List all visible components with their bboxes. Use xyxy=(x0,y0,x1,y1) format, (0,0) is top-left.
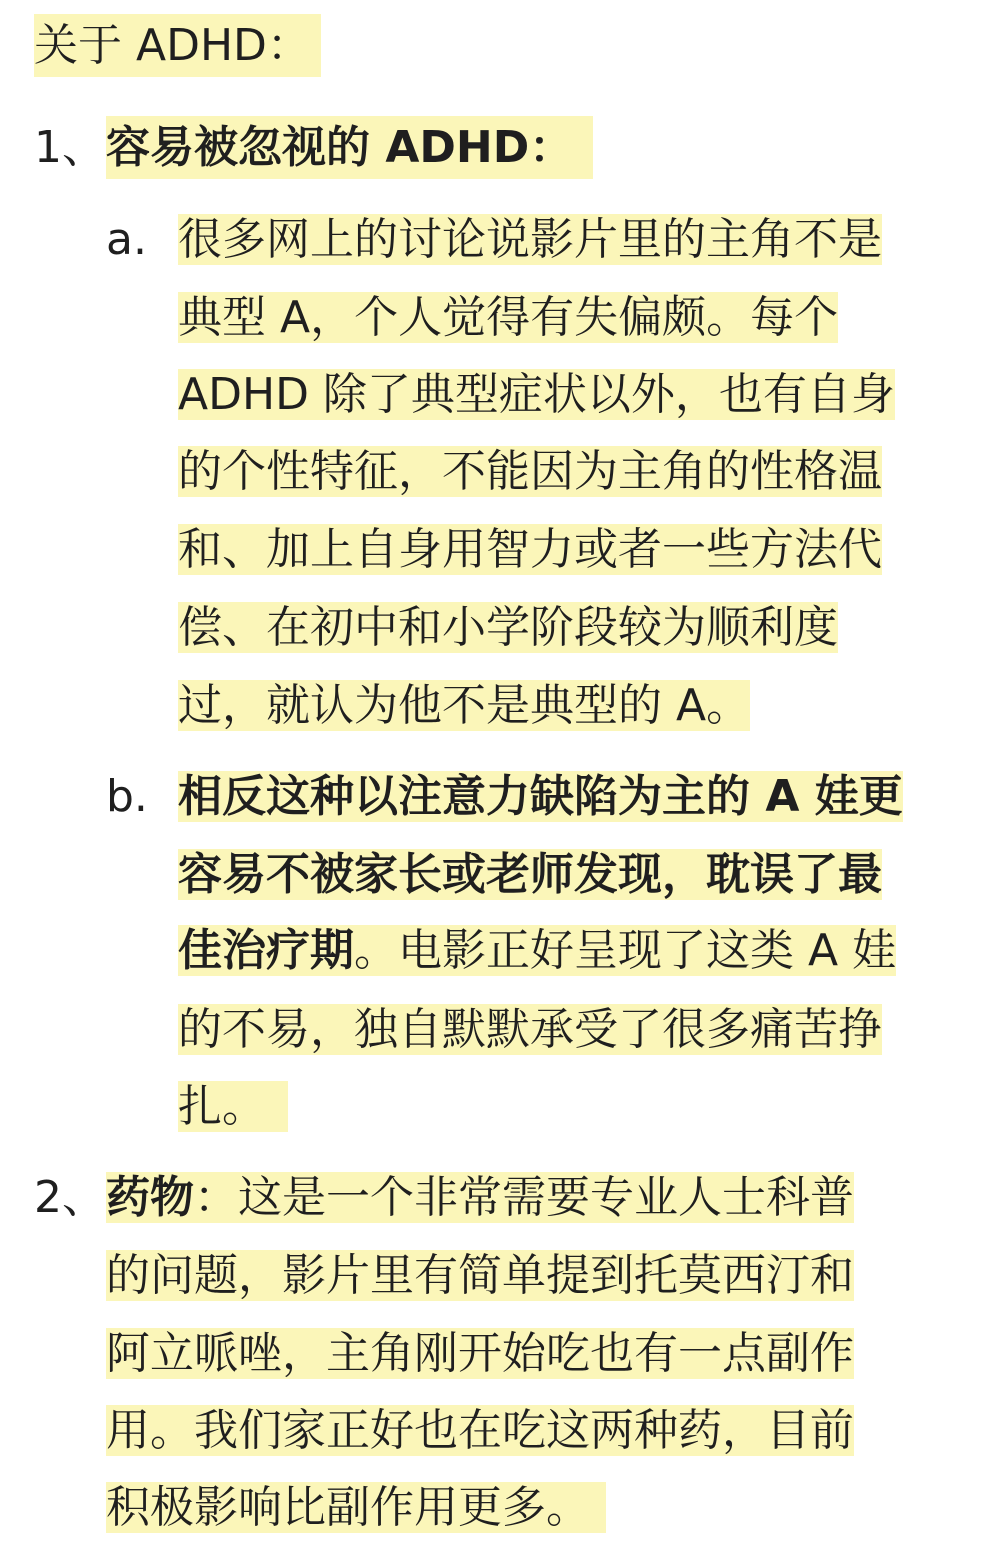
item-a-line: 典型 A，个人觉得有失偏颇。每个 xyxy=(178,292,839,343)
section-2-marker: 2、 xyxy=(34,1172,106,1223)
section-2-line: 的问题，影片里有简单提到托莫西汀和 xyxy=(106,1250,854,1301)
item-a-line: 很多网上的讨论说影片里的主角不是 xyxy=(178,214,882,265)
item-b-line: 相反这种以注意力缺陷为主的 A 娃更 xyxy=(178,771,903,822)
page-title: 关于 ADHD： xyxy=(34,16,321,76)
item-b-marker: b. xyxy=(106,771,148,822)
item-b-line: 佳治疗期。电影正好呈现了这类 A 娃 xyxy=(178,925,897,976)
section-2-line: 用。我们家正好也在吃这两种药，目前 xyxy=(106,1405,854,1456)
item-a-line: 偿、在初中和小学阶段较为顺利度 xyxy=(178,602,838,653)
section-1-heading: 容易被忽视的 ADHD： xyxy=(106,118,593,178)
section-2-line: 药物：这是一个非常需要专业人士科普 xyxy=(106,1172,854,1223)
item-a-marker: a. xyxy=(106,214,147,265)
section-1-marker: 1、 xyxy=(34,122,106,173)
item-b-line: 扎。 xyxy=(178,1077,288,1137)
section-2-line: 积极影响比副作用更多。 xyxy=(106,1478,606,1538)
item-a-line: 和、加上自身用智力或者一些方法代 xyxy=(178,524,882,575)
item-b-line: 的不易，独自默默承受了很多痛苦挣 xyxy=(178,1004,882,1055)
item-a-line: 的个性特征，不能因为主角的性格温 xyxy=(178,446,882,497)
item-a-line: ADHD 除了典型症状以外，也有自身 xyxy=(178,369,895,420)
section-2-line: 阿立哌唑，主角刚开始吃也有一点副作 xyxy=(106,1328,854,1379)
item-a-line: 过，就认为他不是典型的 A。 xyxy=(178,680,751,731)
item-b-line: 容易不被家长或老师发现，耽误了最 xyxy=(178,849,882,900)
